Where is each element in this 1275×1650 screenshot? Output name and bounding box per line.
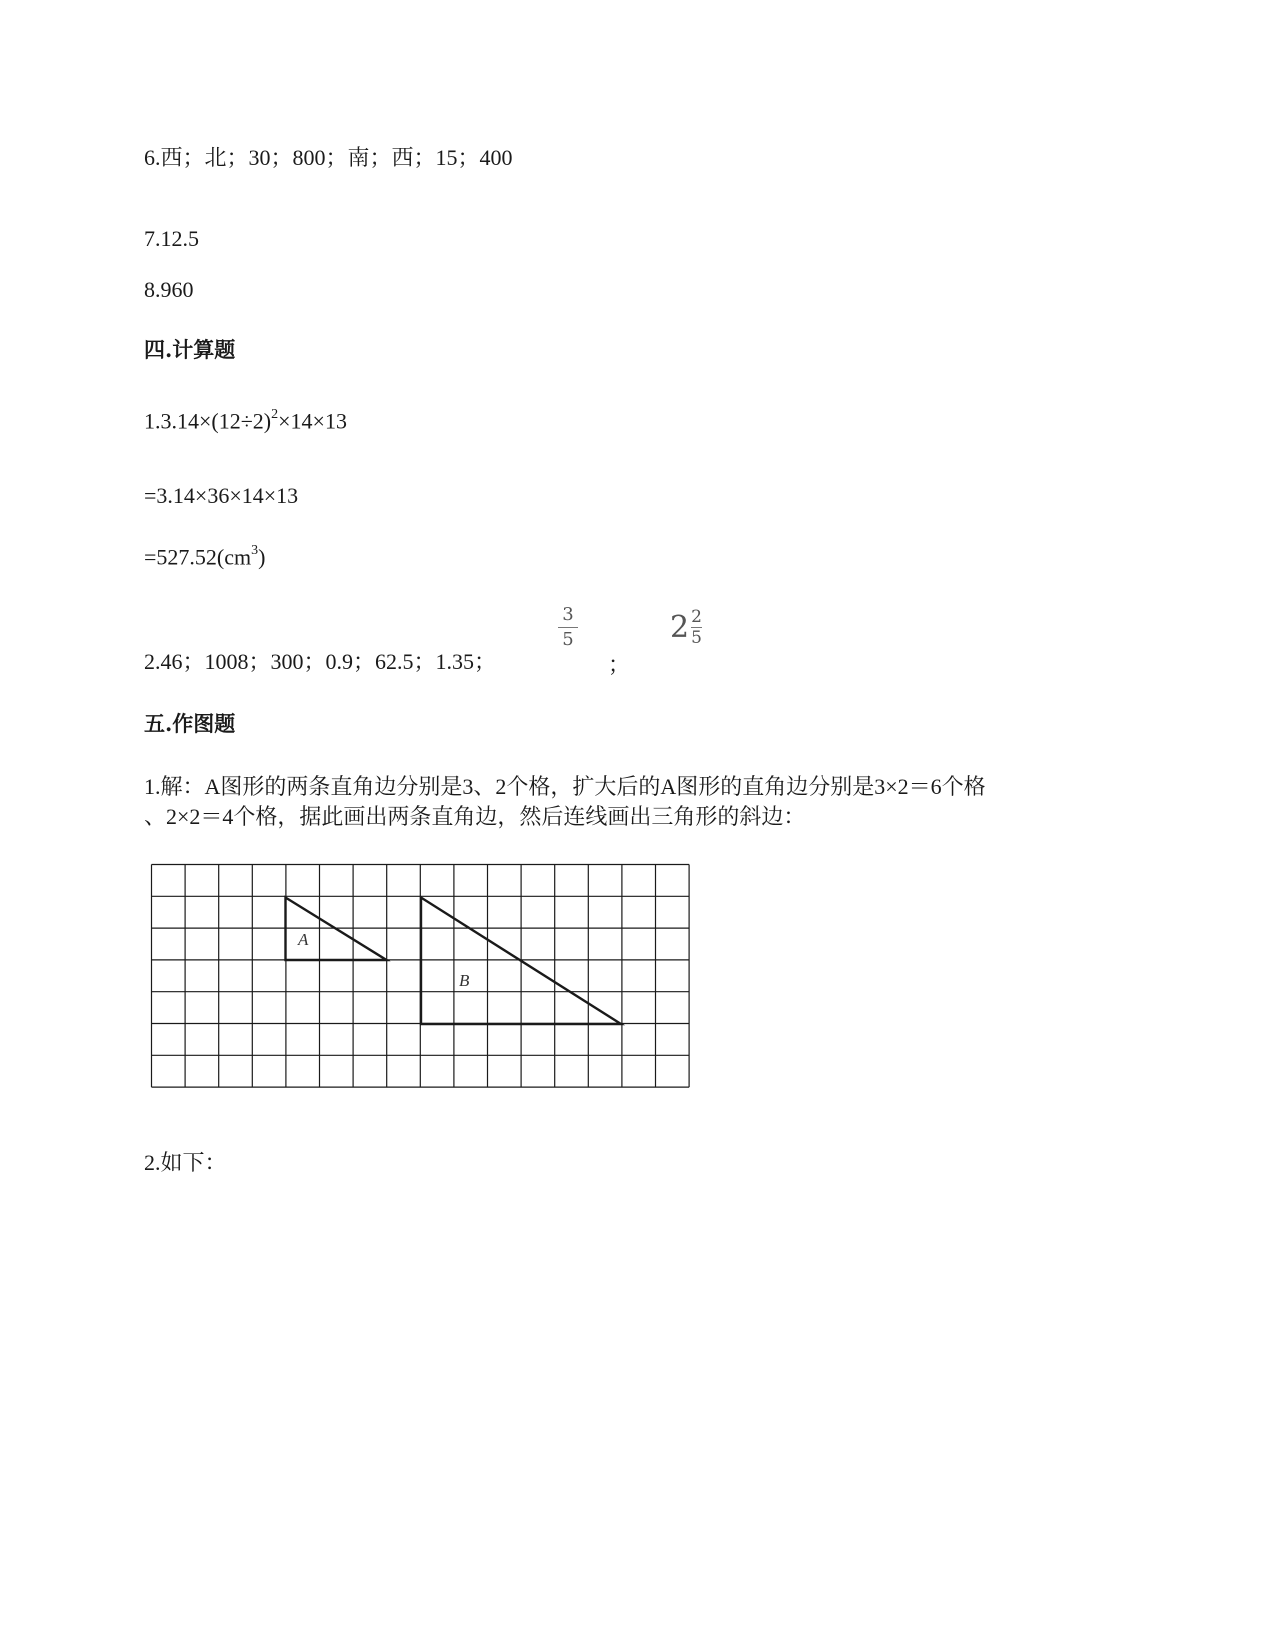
answer-8: 8.960 [144, 277, 194, 302]
calc-1-step-3-suffix: ) [258, 544, 266, 570]
calc-1-exponent: 2 [271, 407, 279, 422]
answer-6: 6.西；北；30；800；南；西；15；400 [144, 145, 513, 170]
fraction-three-fifths [558, 605, 578, 650]
fraction-numerator: 3 [562, 604, 574, 625]
mixed-fraction [691, 608, 702, 647]
fraction-bar [558, 627, 578, 628]
mixed-whole: 2 [670, 610, 690, 645]
calc-1-prefix: 1.3.14×(12÷2) [144, 408, 272, 434]
calc-1-expression [144, 402, 347, 436]
calc-2-separator: ； [608, 652, 631, 677]
mixed-number-two-and-two-fifths [670, 608, 702, 647]
section-4-heading: 四.计算题 [144, 337, 236, 362]
mixed-denominator: 5 [691, 628, 702, 648]
calc-1-step-3-prefix: =527.52(cm [144, 544, 252, 570]
answer-7: 7.12.5 [144, 226, 199, 251]
calc-1-suffix: ×14×13 [278, 408, 347, 434]
drawing-2-answer: 2.如下： [144, 1150, 227, 1175]
grid-triangle-figure [150, 863, 690, 1091]
calc-1-step-3-exponent: 3 [251, 543, 259, 558]
calc-1-step-2: =3.14×36×14×13 [144, 483, 299, 508]
section-5-heading: 五.作图题 [144, 711, 236, 736]
triangle-a-label: A [298, 930, 309, 949]
triangle-b-label: B [459, 971, 470, 990]
calc-2-values: 2.46；1008；300；0.9；62.5；1.35； [144, 649, 497, 674]
calc-1-step-3 [144, 538, 265, 572]
drawing-1-solution-line-2: 、2×2＝4个格，据此画出两条直角边，然后连线画出三角形的斜边： [144, 804, 806, 829]
drawing-1-solution-line-1: 1.解：A图形的两条直角边分别是3、2个格，扩大后的A图形的直角边分别是3×2＝6个格 [144, 774, 986, 799]
fraction-denominator: 5 [562, 629, 574, 650]
mixed-numerator: 2 [691, 607, 702, 627]
triangle-a [286, 898, 387, 961]
